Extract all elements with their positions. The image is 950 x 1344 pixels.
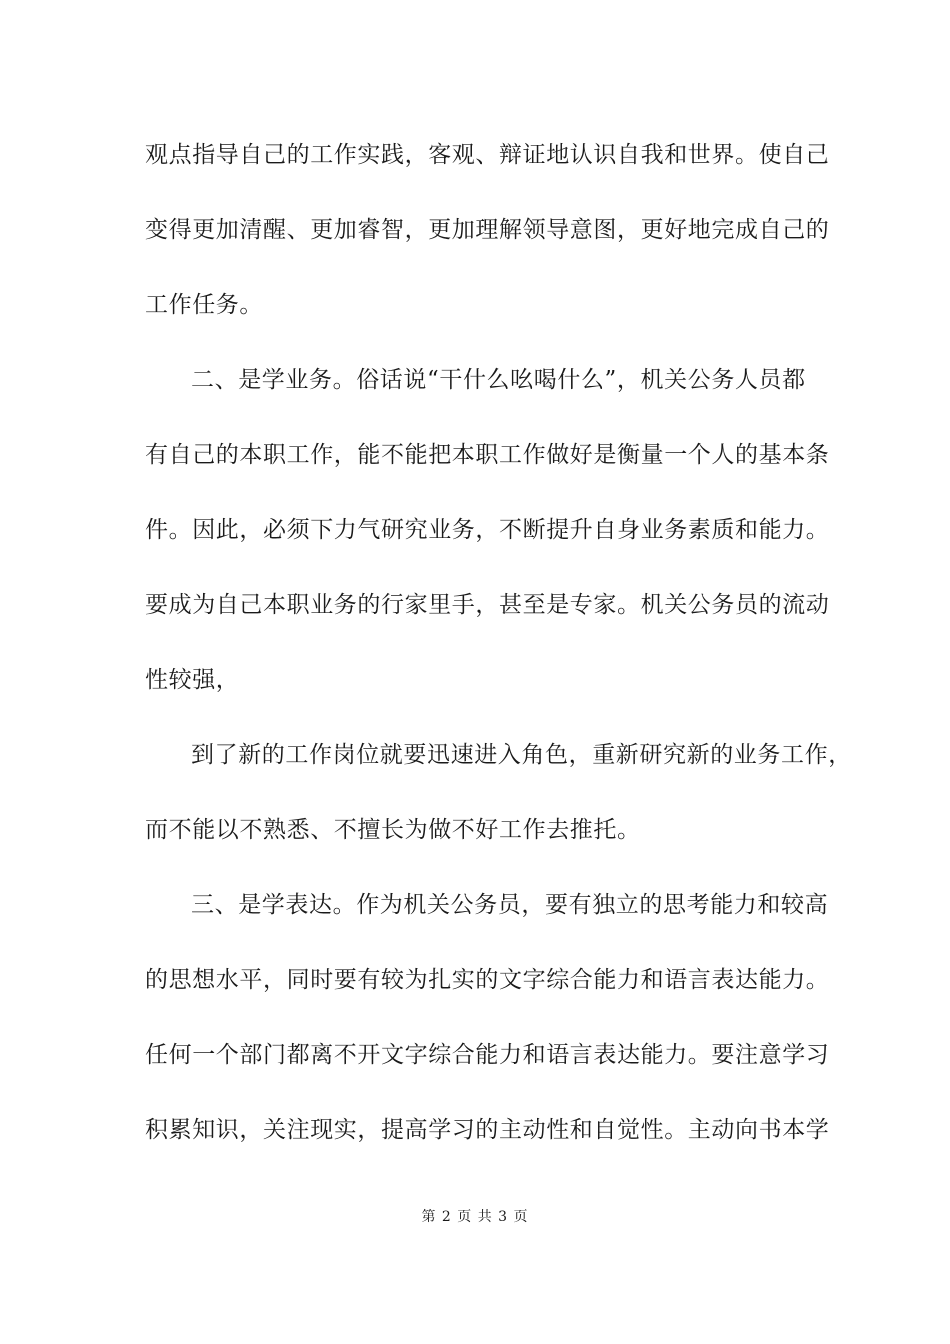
body-line: 变得更加清醒、更加睿智，更加理解领导意图，更好地完成自己的 — [145, 217, 830, 243]
body-line: 有自己的本职工作，能不能把本职工作做好是衡量一个人的基本条 — [145, 442, 830, 468]
paragraph-start-line: 三、是学表达。作为机关公务员，要有独立的思考能力和较高 — [191, 892, 829, 918]
body-line: 的思想水平，同时要有较为扎实的文字综合能力和语言表达能力。 — [145, 967, 830, 993]
paragraph-start-line: 到了新的工作岗位就要迅速进入角色，重新研究新的业务工作， — [191, 742, 852, 768]
page-number-footer: 第 2 页 共 3 页 — [421, 1209, 529, 1225]
body-line: 要成为自己本职业务的行家里手，甚至是专家。机关公务员的流动 — [145, 592, 830, 618]
paragraph-start-line: 二、是学业务。俗话说“干什么吆喝什么”，机关公务人员都 — [191, 367, 806, 393]
body-line: 任何一个部门都离不开文字综合能力和语言表达能力。要注意学习 — [145, 1042, 830, 1068]
body-line: 观点指导自己的工作实践，客观、辩证地认识自我和世界。使自己 — [145, 142, 830, 168]
body-line: 工作任务。 — [145, 292, 263, 318]
body-line: 性较强， — [145, 667, 240, 693]
body-line: 而不能以不熟悉、不擅长为做不好工作去推托。 — [145, 817, 641, 843]
body-line: 积累知识，关注现实，提高学习的主动性和自觉性。主动向书本学 — [145, 1117, 830, 1143]
body-line: 件。因此，必须下力气研究业务，不断提升自身业务素质和能力。 — [145, 517, 830, 543]
